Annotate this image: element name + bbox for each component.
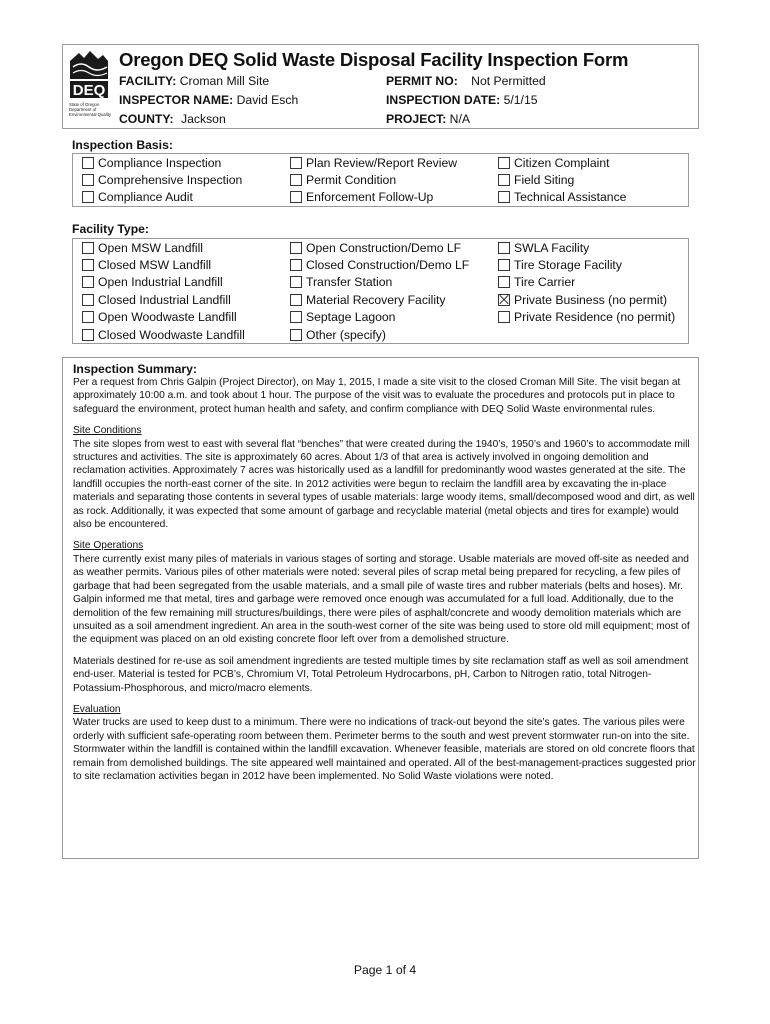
checkbox-option[interactable]	[290, 189, 457, 206]
checkbox-label: Material Recovery Facility	[306, 292, 446, 307]
checkbox-option[interactable]	[82, 326, 245, 343]
checkbox[interactable]	[498, 276, 510, 288]
checkbox-option[interactable]	[498, 291, 675, 308]
checkbox-label: Compliance Audit	[98, 190, 193, 205]
checkbox-option[interactable]	[82, 239, 245, 256]
checkbox[interactable]	[82, 329, 94, 341]
evaluation-text: Water trucks are used to keep dust to a minimum. There were no indications of track-out beyond the site’s gates. The various piles were orderly with sufficient safe-operating room between them. Perimeter berms to the south and west prevent stormwater run-on into the site. Stormwater within the landfill is contained within the landfill excavation. Whenever feasible, materials are stored on old concrete floors that remain from demolished buildings. The site appeared well maintained and operated. All of the best-management-practices suggested prior to site reclamation activities began in 2012 have been implemented. No Solid Waste violations were noted.	[73, 717, 696, 782]
checkbox[interactable]	[82, 311, 94, 323]
svg-text:DEQ: DEQ	[72, 82, 106, 99]
checkbox[interactable]	[82, 174, 94, 186]
evaluation-heading: Evaluation	[73, 703, 121, 715]
materials-testing-paragraph: Materials destined for re-use as soil amendment ingredients are tested multiple times by site reclamation staff as well as soil amendment end-user. Material is tested for PCB’s, Chromium VI, Total Petroleum Hydrocarbons, pH, Carbon to Nitrogen ratio, total Nitrogen-Potassium-Phosphorous, and micro/macro elements.	[73, 655, 689, 694]
checkbox-label: SWLA Facility	[514, 240, 590, 255]
checkbox-option[interactable]	[290, 326, 469, 343]
summary-intro-paragraph: Per a request from Chris Galpin (Project Director), on May 1, 2015, I made a site visit to the closed Croman Mill Site. The visit began at approximately 10:00 a.m. and took about 1 hour. The purpose of the visit was to evaluate the procedures and protocols put in place to safeguard the environment, protect human health and safety, and confirm compliance with DEQ Solid Waste environmental rules.	[73, 377, 681, 415]
facility-column-2	[290, 239, 469, 343]
inspector-value: David Esch	[236, 93, 299, 107]
site-operations-text: There currently exist many piles of materials in various stages of sorting and storage. Usable materials are moved off-site as needed and as weather permits. Various piles of other materials were noted: several piles of scrap metal being prepared for recycling, a few piles of garbage that had been segregated from the usable materials, and a small pile of waste tires and rubber materials (belts and hoses). Mr. Galpin informed me that metal, tires and garbage were removed once enough was accumulated for a full load. Additionally, due to the demolition of the few remaining mill structures/buildings, there were piles of asphalt/concrete and woody demolition materials which are unsuited as a soil amendment ingredient. An area in the south-west corner of the site was being used to store old mill equipment; most of the equipment was placed on an old existing concrete floor left over from a demolished structure.	[73, 553, 690, 646]
checkbox[interactable]	[82, 191, 94, 203]
checkbox-label: Comprehensive Inspection	[98, 173, 243, 188]
checkbox-option[interactable]	[82, 189, 242, 206]
checkbox[interactable]	[290, 294, 302, 306]
checkbox-label: Tire Carrier	[514, 275, 576, 290]
deq-logo	[67, 49, 112, 125]
checkbox-label: Closed Industrial Landfill	[98, 292, 231, 307]
checkbox-label: Enforcement Follow-Up	[306, 190, 434, 205]
checkbox-option[interactable]	[290, 239, 469, 256]
county-value: Jackson	[181, 112, 226, 126]
deq-logo-icon	[67, 49, 109, 101]
checkbox[interactable]	[498, 191, 510, 203]
checkbox[interactable]	[290, 157, 302, 169]
checkbox-label: Open MSW Landfill	[98, 240, 203, 255]
checkbox[interactable]	[290, 191, 302, 203]
site-conditions-section	[73, 424, 697, 531]
facility-type-label: Facility Type:	[72, 222, 149, 236]
checkbox-option[interactable]	[498, 309, 675, 326]
evaluation-section	[73, 703, 697, 783]
site-conditions-text: The site slopes from west to east with several flat “benches” that were created during the 1940’s, 1950’s and 1960’s to accommodate mill structures and activities. The site is approximately 60 acres. About 1/3 of that area is actively involved in ongoing demolition and reclamation activities. Approximately 7 acres was historically used as a landfill for predominantly wood wastes generated at the site. The landfill occupies the north-east corner of the site. In 2012 activities were begun to reclaim the landfill area by excavating the in-place materials and separating those contents in several types of usable materials: large woody items, small/decomposed wood and dirt, as well as rock. Additionally, it was expected that some amount of garbage and recyclable material (metal objects and tires for example) would also be encountered.	[73, 438, 695, 531]
basis-column-1	[82, 154, 242, 206]
inspector-label: INSPECTOR NAME:	[119, 93, 234, 107]
checkbox-checked[interactable]	[498, 294, 510, 306]
checkbox-option[interactable]	[498, 189, 626, 206]
inspector-row	[119, 93, 298, 107]
checkbox[interactable]	[498, 174, 510, 186]
checkbox[interactable]	[290, 242, 302, 254]
checkbox[interactable]	[82, 259, 94, 271]
checkbox[interactable]	[290, 174, 302, 186]
checkbox[interactable]	[290, 276, 302, 288]
checkbox-label: Field Siting	[514, 173, 575, 188]
form-header	[62, 44, 699, 129]
checkbox[interactable]	[82, 157, 94, 169]
checkbox-option[interactable]	[290, 154, 457, 171]
checkbox[interactable]	[82, 276, 94, 288]
county-row	[119, 112, 226, 126]
checkbox-option[interactable]	[498, 154, 626, 171]
inspection-date-label: INSPECTION DATE:	[386, 93, 501, 107]
checkbox-label: Open Industrial Landfill	[98, 275, 223, 290]
checkbox-label: Tire Storage Facility	[514, 258, 622, 273]
checkbox[interactable]	[498, 242, 510, 254]
checkbox-label: Closed Construction/Demo LF	[306, 258, 470, 273]
checkbox[interactable]	[498, 259, 510, 271]
checkbox-label: Open Woodwaste Landfill	[98, 310, 237, 325]
checkbox[interactable]	[82, 294, 94, 306]
facility-value: Croman Mill Site	[179, 74, 270, 88]
checkbox-label: Citizen Complaint	[514, 155, 610, 170]
site-operations-heading: Site Operations	[73, 540, 144, 552]
site-conditions-heading: Site Conditions	[73, 425, 142, 437]
checkbox-option[interactable]	[290, 171, 457, 188]
checkbox-label: Plan Review/Report Review	[306, 155, 458, 170]
facility-row	[119, 74, 269, 88]
checkbox-option[interactable]	[82, 274, 245, 291]
checkbox-label: Closed MSW Landfill	[98, 258, 212, 273]
checkbox-label: Technical Assistance	[514, 190, 627, 205]
checkbox[interactable]	[498, 311, 510, 323]
facility-label: FACILITY:	[119, 74, 177, 88]
checkbox-option[interactable]	[290, 291, 469, 308]
checkbox[interactable]	[82, 242, 94, 254]
permit-row	[386, 74, 546, 88]
page-number: Page 1 of 4	[353, 963, 417, 977]
checkbox-option[interactable]	[498, 171, 626, 188]
summary-title: Inspection Summary:	[73, 362, 197, 376]
checkbox-option[interactable]	[82, 309, 245, 326]
inspection-summary-content	[73, 362, 697, 791]
facility-column-3	[498, 239, 675, 326]
basis-column-2	[290, 154, 457, 206]
inspection-basis-group	[72, 153, 689, 207]
form-title: Oregon DEQ Solid Waste Disposal Facility Inspection Form	[119, 49, 629, 70]
checkbox-option[interactable]	[290, 309, 469, 326]
checkbox[interactable]	[498, 157, 510, 169]
checkbox-option[interactable]	[498, 274, 675, 291]
checkbox-label: Compliance Inspection	[98, 155, 222, 170]
checkbox-label: Private Business (no permit)	[514, 292, 668, 307]
logo-department-text: State of Oregon Department of Environmental Quality	[69, 102, 112, 118]
checkbox-option[interactable]	[290, 256, 469, 273]
checkbox[interactable]	[290, 259, 302, 271]
checkbox-option[interactable]	[82, 171, 242, 188]
facility-type-group	[72, 238, 689, 344]
checkbox-label: Permit Condition	[306, 173, 397, 188]
checkbox-label: Closed Woodwaste Landfill	[98, 327, 245, 342]
checkbox-option[interactable]	[290, 274, 469, 291]
checkbox-option[interactable]	[82, 256, 245, 273]
checkbox-option[interactable]	[82, 291, 245, 308]
facility-column-1	[82, 239, 245, 343]
checkbox-label: Transfer Station	[306, 275, 393, 290]
checkbox-option[interactable]	[82, 154, 242, 171]
project-row	[386, 112, 470, 126]
county-label: COUNTY:	[119, 112, 174, 126]
permit-value: Not Permitted	[471, 74, 546, 88]
inspection-basis-label: Inspection Basis:	[72, 138, 173, 152]
permit-label: PERMIT NO:	[386, 74, 458, 88]
checkbox-option[interactable]	[498, 256, 675, 273]
checkbox-label: Septage Lagoon	[306, 310, 396, 325]
checkbox[interactable]	[290, 329, 302, 341]
checkbox-label: Private Residence (no permit)	[514, 310, 676, 325]
inspection-summary-box	[62, 357, 699, 859]
inspection-date-value: 5/1/15	[503, 93, 538, 107]
checkbox-label: Other (specify)	[306, 327, 386, 342]
project-label: PROJECT:	[386, 112, 447, 126]
site-operations-section	[73, 539, 697, 646]
checkbox-label: Open Construction/Demo LF	[306, 240, 462, 255]
checkbox[interactable]	[290, 311, 302, 323]
checkbox-option[interactable]	[498, 239, 675, 256]
basis-column-3	[498, 154, 626, 206]
inspection-date-row	[386, 93, 538, 107]
project-value: N/A	[449, 112, 470, 126]
